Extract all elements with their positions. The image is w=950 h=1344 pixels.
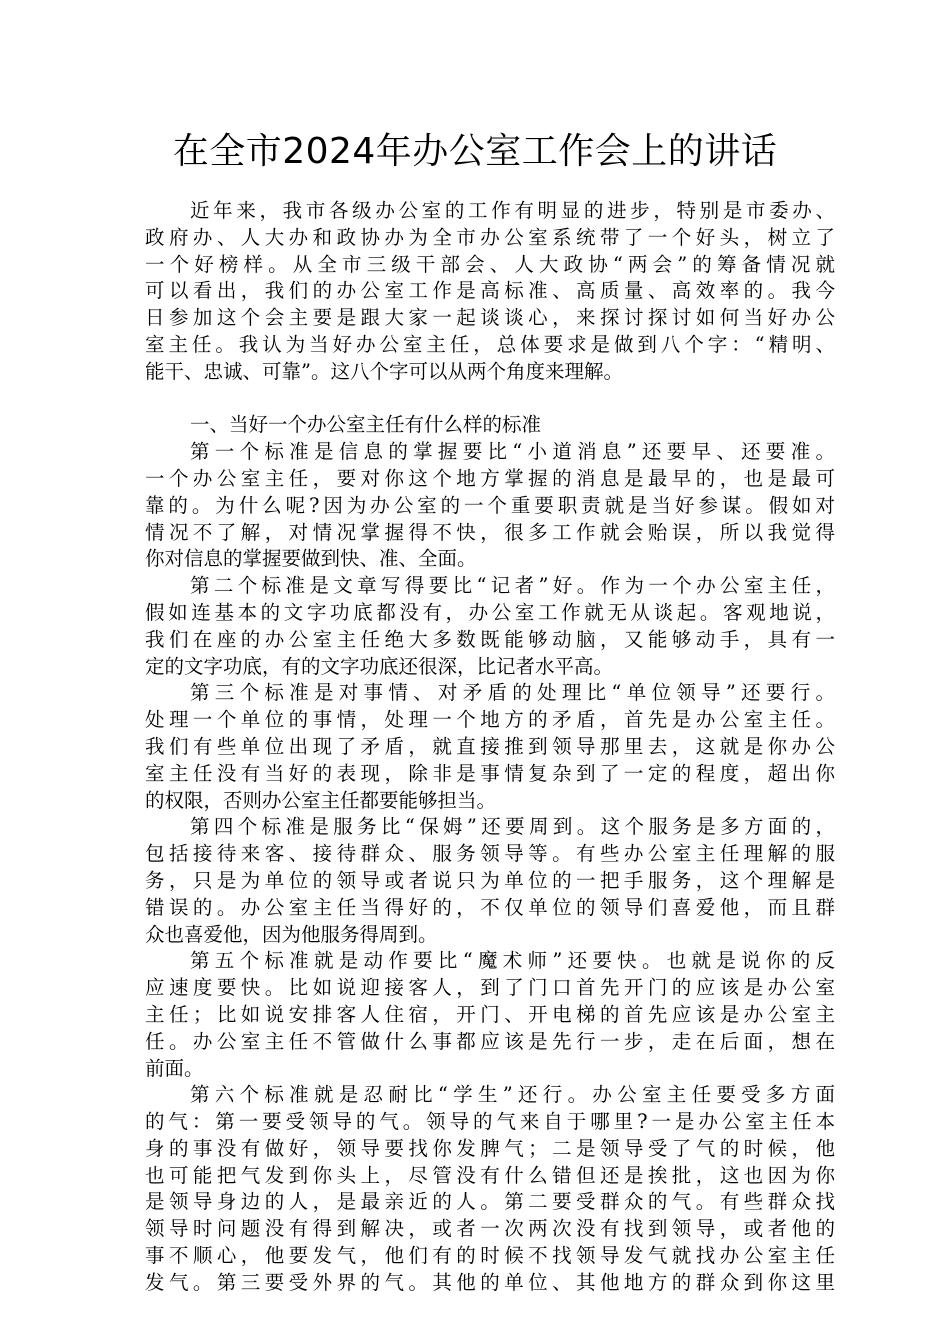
text-line: 前面。 [145, 1056, 204, 1080]
document-body [145, 198, 835, 1297]
text-line: 一个办公室主任，要对你这个地方掌握的消息是最早的，也是最可 [145, 466, 835, 490]
text-line: 能干、忠诚、可靠”。这八个字可以从两个角度来理解。 [145, 359, 623, 383]
text-line: 我们在座的办公室主任绝大多数既能够动脑，又能够动手，具有一 [145, 627, 835, 651]
text-line: 一、当好一个办公室主任有什么样的标准 [190, 413, 542, 437]
text-line: 一个好榜样。从全市三级干部会、人大政协“两会”的筹备情况就 [145, 252, 835, 276]
text-line: 众也喜爱他，因为他服务得周到。 [145, 922, 438, 946]
text-line: 政府办、人大办和政协办为全市办公室系统带了一个好头，树立了 [145, 225, 835, 249]
text-line: 领导时问题没有得到解决，或者一次两次没有找到领导，或者他的 [145, 1217, 835, 1241]
text-line: 我们有些单位出现了矛盾，就直接推到领导那里去，这就是你办公 [145, 734, 835, 758]
text-line: 第四个标准是服务比“保姆”还要周到。这个服务是多方面的， [190, 815, 835, 839]
text-line: 的权限，否则办公室主任都要能够担当。 [145, 788, 497, 812]
text-line: 身的事没有做好，领导要找你发脾气；二是领导受了气的时候，他 [145, 1136, 835, 1160]
text-line: 任。办公室主任不管做什么事都应该是先行一步，走在后面，想在 [145, 1029, 835, 1053]
text-line: 假如连基本的文字功底都没有，办公室工作就无从谈起。客观地说， [145, 600, 835, 624]
text-line: 情况不了解，对情况掌握得不快，很多工作就会贻误，所以我觉得 [145, 520, 835, 544]
text-line: 也可能把气发到你头上，尽管没有什么错但还是挨批，这也因为你 [145, 1163, 835, 1187]
text-line: 室主任没有当好的表现，除非是事情复杂到了一定的程度，超出你 [145, 761, 835, 785]
text-line: 的气：第一要受领导的气。领导的气来自于哪里?一是办公室主任本 [145, 1110, 835, 1134]
text-line: 定的文字功底，有的文字功底还很深，比记者水平高。 [145, 654, 614, 678]
text-line: 靠的。为什么呢?因为办公室的一个重要职责就是当好参谋。假如对 [145, 493, 835, 517]
text-line: 第五个标准就是动作要比“魔术师”还要快。也就是说你的反 [190, 949, 835, 973]
text-line: 第六个标准就是忍耐比“学生”还行。办公室主任要受多方面 [190, 1083, 835, 1107]
text-line: 应速度要快。比如说迎接客人，到了门口首先开门的应该是办公室 [145, 976, 835, 1000]
text-line: 包括接待来客、接待群众、服务领导等。有些办公室主任理解的服 [145, 842, 835, 866]
text-line: 室主任。我认为当好办公室主任，总体要求是做到八个字：“精明、 [145, 332, 835, 356]
text-line: 事不顺心，他要发气，他们有的时候不找领导发气就找办公室主任 [145, 1244, 835, 1268]
text-line: 主任；比如说安排客人住宿，开门、开电梯的首先应该是办公室主 [145, 1002, 835, 1026]
text-line: 你对信息的掌握要做到快、准、全面。 [145, 547, 477, 571]
text-line: 发气。第三要受外界的气。其他的单位、其他地方的群众到你这里 [145, 1270, 835, 1294]
text-line: 第二个标准是文章写得要比“记者”好。作为一个办公室主任， [190, 574, 835, 598]
paragraph-gap [145, 386, 835, 413]
text-line: 近年来，我市各级办公室的工作有明显的进步，特别是市委办、 [190, 199, 835, 222]
document-title: 在全市2024年办公室工作会上的讲话 [172, 131, 778, 172]
text-line: 第三个标准是对事情、对矛盾的处理比“单位领导”还要行。 [190, 681, 835, 705]
text-line: 务，只是为单位的领导或者说只为单位的一把手服务，这个理解是 [145, 868, 835, 892]
text-line: 日参加这个会主要是跟大家一起谈谈心，来探讨探讨如何当好办公 [145, 306, 835, 330]
text-line: 第一个标准是信息的掌握要比“小道消息”还要早、还要准。 [190, 440, 835, 464]
text-line: 是领导身边的人，是最亲近的人。第二要受群众的气。有些群众找 [145, 1190, 835, 1214]
text-line: 可以看出，我们的办公室工作是高标准、高质量、高效率的。我今 [145, 279, 835, 303]
text-line: 处理一个单位的事情，处理一个地方的矛盾，首先是办公室主任。 [145, 708, 835, 732]
text-line: 错误的。办公室主任当得好的，不仅单位的领导们喜爱他，而且群 [145, 895, 835, 919]
